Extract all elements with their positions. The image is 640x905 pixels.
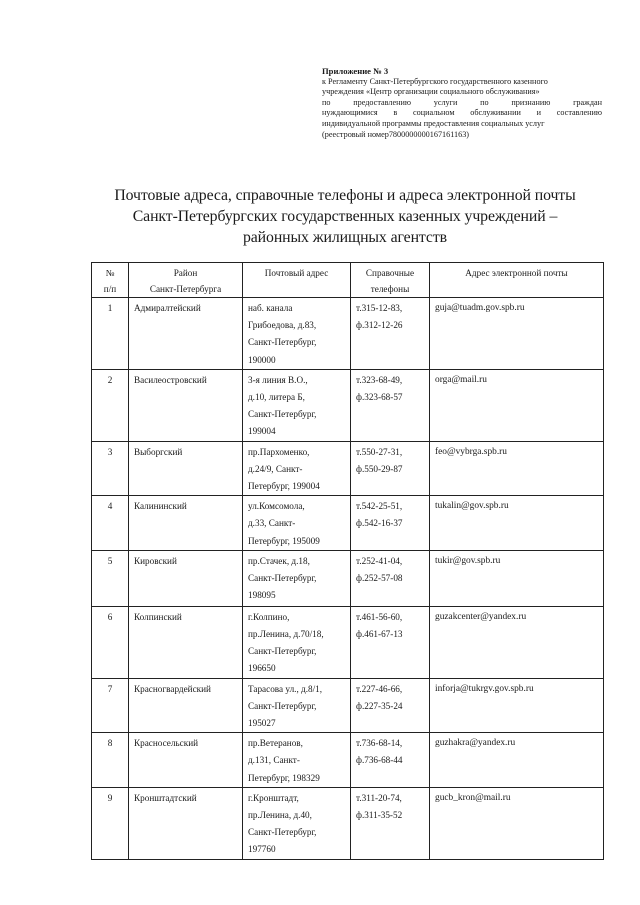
row-number: 3 (92, 441, 129, 496)
phone-line: т.461-56-60, (356, 611, 403, 622)
row-email: feo@vybrga.spb.ru (430, 441, 604, 496)
row-district: Адмиралтейский (129, 298, 243, 370)
document-title-line: Санкт-Петербургских государственных казенных учреждений – (132, 208, 558, 225)
row-address (243, 606, 351, 678)
appendix-line: учреждения «Центр организации социального обслуживания» (322, 87, 540, 97)
table-row (92, 441, 604, 496)
row-district: Кронштадтский (129, 787, 243, 859)
header-district-line: Санкт-Петербурга (149, 284, 222, 294)
table-row (92, 606, 604, 678)
phone-line: т.736-68-14, (356, 738, 403, 749)
row-email: guzakcenter@yandex.ru (430, 606, 604, 678)
address-line: 198095 (248, 590, 276, 601)
row-address (243, 441, 351, 496)
appendix-title: Приложение № 3 (322, 66, 389, 76)
row-email: orga@mail.ru (430, 369, 604, 441)
table-row (92, 369, 604, 441)
row-number: 1 (92, 298, 129, 370)
row-district: Красногвардейский (129, 678, 243, 733)
address-line: 197760 (248, 844, 276, 855)
row-district: Колпинский (129, 606, 243, 678)
phone-line: т.311-20-74, (356, 792, 402, 803)
header-address (243, 263, 351, 298)
header-phones-line: телефоны (370, 284, 410, 294)
address-line: 3-я линия В.О., (248, 374, 308, 385)
phone-line: т.315-12-83, (356, 303, 403, 313)
appendix-line: (реестровый номер7800000000167161163) (322, 129, 470, 139)
phone-line: т.550-27-31, (356, 446, 403, 457)
address-line: 190000 (248, 354, 276, 365)
address-line: Санкт-Петербург, (248, 827, 317, 838)
document-title (60, 185, 630, 248)
appendix-line: к Регламенту Санкт-Петербургского государственного казенного (322, 76, 548, 86)
address-line: Санкт-Петербург, (248, 700, 317, 711)
row-address (243, 496, 351, 551)
row-district: Калининский (129, 496, 243, 551)
phone-line: т.323-68-49, (356, 374, 403, 385)
row-address (243, 550, 351, 606)
address-line: 195027 (248, 718, 276, 729)
row-phones (351, 678, 430, 733)
row-number: 8 (92, 733, 129, 788)
row-email: guzhakra@yandex.ru (430, 733, 604, 788)
table-row (92, 298, 604, 370)
agencies-table (91, 262, 604, 860)
phone-line: т.542-25-51, (356, 501, 403, 512)
row-phones (351, 550, 430, 606)
row-district: Василеостровский (129, 369, 243, 441)
fax-line: ф.323-68-57 (356, 392, 403, 403)
address-line: д.24/9, Санкт- (248, 463, 303, 474)
address-line: д.33, Санкт- (248, 518, 296, 529)
header-phones (351, 263, 430, 298)
table-row (92, 550, 604, 606)
row-email: tukalin@gov.spb.ru (430, 496, 604, 551)
address-line: Грибоедова, д.83, (248, 320, 317, 331)
table-row (92, 678, 604, 733)
document-title-line: Почтовые адреса, справочные телефоны и адреса электронной почты (114, 187, 576, 204)
row-number: 2 (92, 369, 129, 441)
row-address (243, 733, 351, 788)
row-district: Выборгский (129, 441, 243, 496)
table-row (92, 496, 604, 551)
address-line: 199004 (248, 426, 276, 437)
row-number: 4 (92, 496, 129, 551)
row-phones (351, 733, 430, 788)
row-number: 9 (92, 787, 129, 859)
fax-line: ф.311-35-52 (356, 810, 403, 821)
address-line: г.Кронштадт, (248, 792, 299, 803)
address-line: Санкт-Петербург, (248, 573, 317, 584)
row-phones (351, 369, 430, 441)
appendix-line: нуждающимися в социальном обслуживании и составлению (322, 108, 602, 118)
header-num-line: п/п (103, 284, 117, 294)
header-email-line: Адрес электронной почты (465, 268, 568, 278)
header-email (430, 263, 604, 298)
appendix-line: по предоставлению услуги по признанию граждан (322, 97, 602, 107)
address-line: Петербург, 198329 (248, 772, 320, 783)
row-email: gucb_kron@mail.ru (430, 787, 604, 859)
row-number: 6 (92, 606, 129, 678)
appendix-line: индивидуальной программы предоставления социальных услуг (322, 118, 545, 128)
address-line: Тарасова ул., д.8/1, (248, 683, 323, 694)
header-num-line: № (105, 268, 115, 278)
fax-line: ф.227-35-24 (356, 700, 403, 711)
address-line: д.10, литера Б, (248, 392, 305, 403)
address-line: ул.Комсомола, (248, 501, 305, 512)
address-line: Санкт-Петербург, (248, 409, 317, 420)
row-address (243, 678, 351, 733)
fax-line: ф.542-16-37 (356, 518, 403, 529)
address-line: Санкт-Петербург, (248, 646, 317, 657)
row-phones (351, 496, 430, 551)
address-line: пр.Ленина, д.40, (248, 810, 312, 821)
address-line: Петербург, 199004 (248, 481, 320, 492)
address-line: пр.Ветеранов, (248, 738, 303, 749)
address-line: пр.Пархоменко, (248, 446, 310, 457)
fax-line: ф.736-68-44 (356, 755, 403, 766)
address-line: г.Колпино, (248, 611, 290, 622)
table-header-row (92, 263, 604, 298)
address-line: Петербург, 195009 (248, 535, 320, 546)
row-number: 5 (92, 550, 129, 606)
row-email: inforja@tukrgv.gov.spb.ru (430, 678, 604, 733)
address-line: Санкт-Петербург, (248, 337, 317, 348)
row-phones (351, 787, 430, 859)
row-address (243, 787, 351, 859)
fax-line: ф.252-57-08 (356, 573, 403, 584)
header-district (129, 263, 243, 298)
address-line: пр.Стачек, д.18, (248, 555, 310, 566)
fax-line: ф.461-67-13 (356, 629, 403, 640)
row-address (243, 298, 351, 370)
document-title-line: районных жилищных агентств (242, 229, 448, 246)
fax-line: ф.550-29-87 (356, 463, 403, 474)
row-address (243, 369, 351, 441)
row-phones (351, 441, 430, 496)
row-email: guja@tuadm.gov.spb.ru (430, 298, 604, 370)
phone-line: т.252-41-04, (356, 555, 403, 566)
header-address-line: Почтовый адрес (264, 268, 329, 278)
address-line: 196650 (248, 663, 276, 674)
row-phones (351, 606, 430, 678)
row-number: 7 (92, 678, 129, 733)
phone-line: т.227-46-66, (356, 683, 403, 694)
address-line: пр.Ленина, д.70/18, (248, 629, 324, 640)
table-row (92, 733, 604, 788)
table-row (92, 787, 604, 859)
fax-line: ф.312-12-26 (356, 320, 403, 331)
address-line: наб. канала (248, 303, 293, 313)
row-district: Кировский (129, 550, 243, 606)
header-num (92, 263, 129, 298)
row-phones (351, 298, 430, 370)
appendix-note (322, 66, 602, 140)
header-district-line: Район (173, 268, 198, 278)
header-phones-line: Справочные (365, 268, 415, 278)
row-email: tukir@gov.spb.ru (430, 550, 604, 606)
row-district: Красносельский (129, 733, 243, 788)
address-line: д.131, Санкт- (248, 755, 300, 766)
